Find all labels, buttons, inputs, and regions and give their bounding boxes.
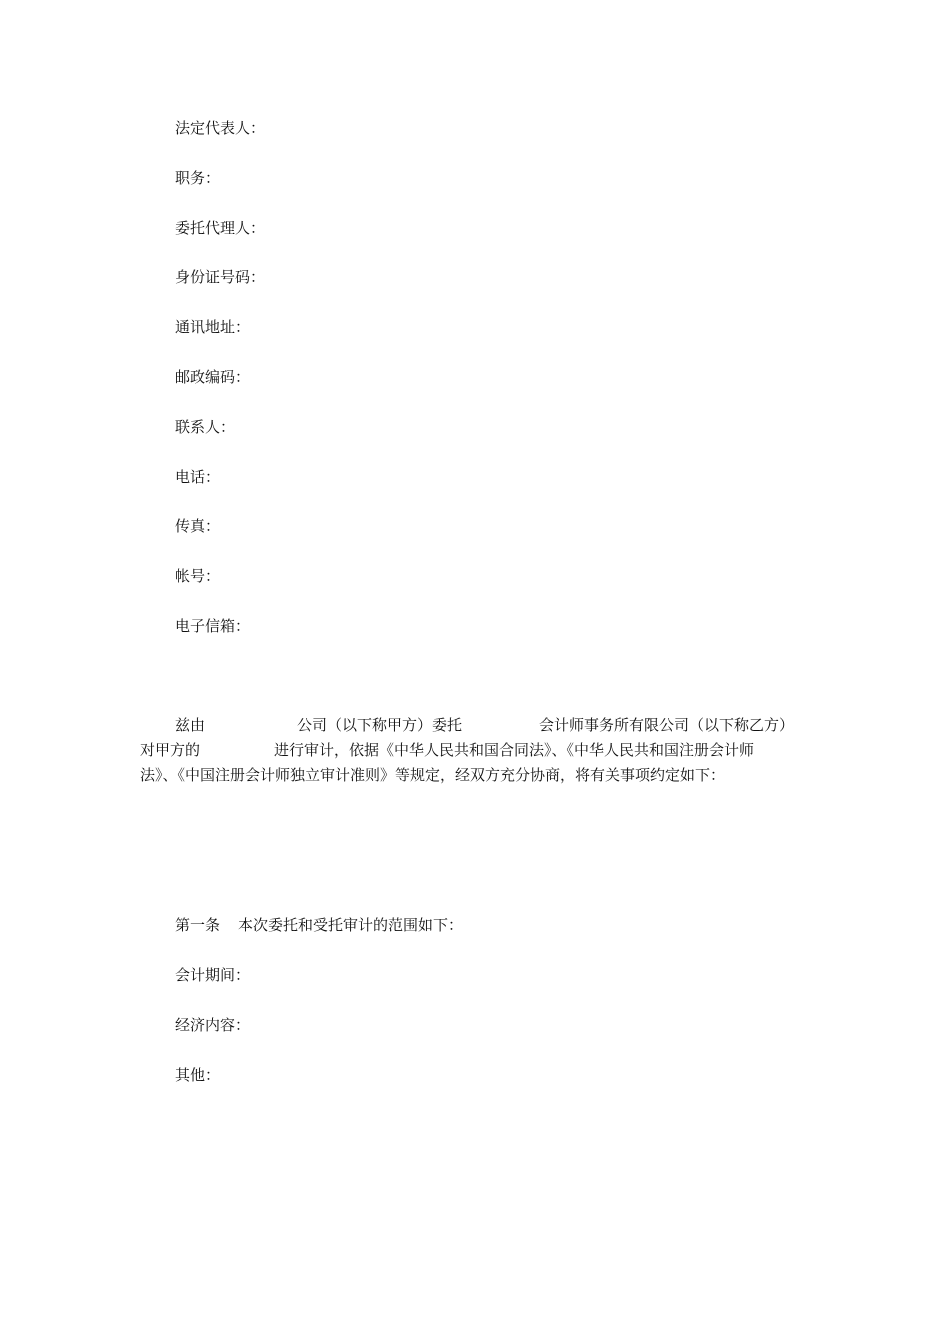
field-account: 帐号： — [175, 567, 221, 585]
field-accounting-period: 会计期间： — [175, 966, 251, 984]
field-id-number: 身份证号码： — [175, 268, 266, 286]
intro-text: 公司（以下称甲方）委托 — [297, 716, 463, 734]
article-number: 第一条 — [175, 916, 221, 934]
field-economic-content: 经济内容： — [175, 1016, 251, 1034]
intro-text: 对甲方的 — [140, 741, 201, 759]
intro-line-3: 法》、《中国注册会计师独立审计准则》等规定，经双方充分协商，将有关事项约定如下： — [140, 766, 726, 784]
field-authorized-agent: 委托代理人： — [175, 219, 266, 237]
field-legal-representative: 法定代表人： — [175, 119, 266, 137]
field-fax: 传真： — [175, 517, 221, 535]
intro-text: 兹由 — [175, 716, 206, 734]
article-title: 本次委托和受托审计的范围如下： — [238, 916, 464, 934]
intro-line-1 — [140, 713, 812, 738]
field-phone: 电话： — [175, 468, 221, 486]
field-other: 其他： — [175, 1066, 221, 1084]
field-position: 职务： — [175, 169, 221, 187]
intro-line-2 — [140, 738, 812, 763]
field-contact-person: 联系人： — [175, 418, 236, 436]
intro-paragraph — [140, 713, 812, 788]
article-1-heading — [175, 915, 463, 935]
field-email: 电子信箱： — [175, 617, 251, 635]
field-postal-code: 邮政编码： — [175, 368, 251, 386]
intro-text: 进行审计，依据《中华人民共和国合同法》、《中华人民共和国注册会计师 — [274, 741, 755, 759]
field-address: 通讯地址： — [175, 318, 251, 336]
intro-text: 会计师事务所有限公司（以下称乙方） — [539, 716, 795, 734]
